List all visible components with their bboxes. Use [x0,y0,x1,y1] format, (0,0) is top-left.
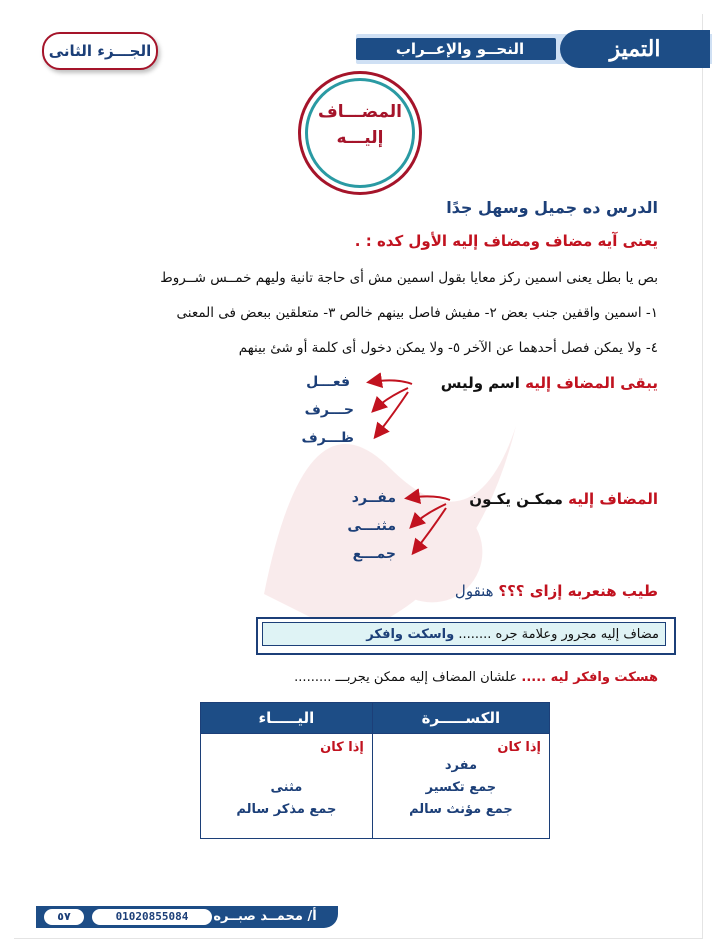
table-cond-kasra: إذا كان [497,740,541,755]
rule2-prefix: المضاف إليه [568,490,658,508]
header-subject: النحــو والإعــراب [395,40,525,58]
table-item: جمع مذكر سالم [236,802,337,817]
rule2-item-1: مفــرد [351,490,396,506]
parse-box [262,622,666,646]
table-cell-yaa [201,734,373,839]
intro-para-2: ١- اسمين واقفين جنب بعض ٢- مفيش فاصل بينهم خالص ٣- متعلقين ببعض فى المعنى [176,305,658,321]
table-cell-kasra [372,734,549,839]
table-item: مفرد [444,758,477,773]
intro-para-1: بص يا بطل يعنى اسمين ركز معايا بقول اسمين مش أى حاجة تانية وليهم خمــس شــروط [160,270,658,286]
parse-note [294,670,658,685]
rule2-tail: ممكـن يكـون [469,490,563,508]
table-cond-yaa: إذا كان [320,740,364,755]
case-marks-table [200,702,550,839]
table-item: مثنى [270,780,303,795]
brand-logo: التميز [609,36,661,62]
parse-question-tail: هنقول [454,582,494,600]
intro-question: يعنى آيه مضاف ومضاف إليه الأول كده : . [354,232,658,250]
parse-note-red: هسكت وافكر ليه ..... [521,670,658,685]
parse-question-text: طيب هنعربه إزاى ؟؟؟ [498,582,658,600]
page-number: ٥٧ [44,909,84,925]
rule1-arrows [356,370,416,450]
rule2-item-3: جمـــع [352,546,396,562]
rule1-item-2: حـــرف [304,402,354,418]
rule1-item-1: فعـــل [306,374,350,390]
footer-phone: 01020855084 [92,909,212,925]
lesson-title-line2: إليـــه [336,128,384,148]
rule2-item-2: مثنـــى [347,518,396,534]
parse-question [455,582,658,600]
parse-box-tail: واسكت وافكر [366,627,455,642]
table-item: جمع مؤنث سالم [409,802,513,817]
intro-heading: الدرس ده جميل وسهل جدًا [446,198,658,217]
intro-para-3: ٤- ولا يمكن فصل أحدهما عن الآخر ٥- ولا يمكن دخول أى كلمة أو شئ بينهم [238,340,658,356]
table-item: جمع تكسير [425,780,497,795]
part-badge: الجـــزء الثانى [42,32,158,70]
rule1-prefix: يبقى المضاف إليه [525,374,658,392]
parse-note-rest: علشان المضاف إليه ممكن يجربـــ ......... [294,670,518,685]
parse-box-text: مضاف إليه مجرور وعلامة جره ........ [458,627,659,642]
rule1-tail: اسم وليس [440,374,520,392]
table-header-yaa: اليـــــاء [201,703,373,734]
table-header-kasra: الكســـــرة [372,703,549,734]
lesson-title-line1: المضـــاف [318,102,402,122]
rule2-sentence [469,490,658,508]
rule1-item-3: ظـــرف [301,430,354,446]
footer-author: أ/ محمــد صبــره [213,909,317,924]
rule1-sentence [441,374,658,392]
rule2-arrows [394,486,454,566]
